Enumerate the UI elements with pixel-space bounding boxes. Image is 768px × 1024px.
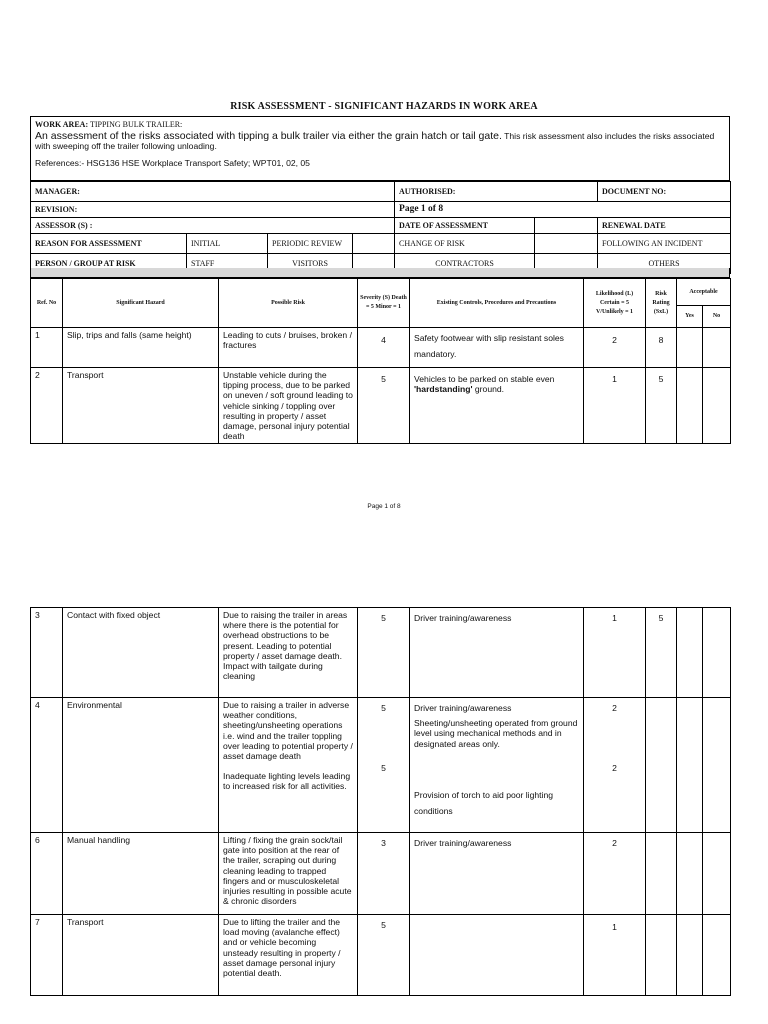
row-rating: 5 (646, 608, 677, 698)
row-risk (219, 698, 358, 833)
col-controls: Existing Controls, Procedures and Precautions (410, 279, 584, 328)
row-controls: Safety footwear with slip resistant soles mandatory. (410, 328, 584, 368)
row-likelihood: 1 (584, 608, 646, 698)
assessment-rest: This risk assessment also includes the risks associated with sweeping off the trailer following unloading. (35, 130, 715, 151)
row-severity: 5 (358, 608, 410, 698)
row-hazard: Transport (63, 368, 219, 444)
page-footer: Page 1 of 8 (367, 503, 401, 510)
col-severity: Severity (S) Death = 5 Minor = 1 (358, 279, 410, 328)
row-yes (677, 328, 703, 368)
document-title: RISK ASSESSMENT - SIGNIFICANT HAZARDS IN WORK AREA (230, 101, 538, 112)
date-of-assessment-label: DATE OF ASSESSMENT (395, 218, 535, 234)
row-rating (646, 698, 677, 833)
row-no (703, 915, 731, 996)
row-controls-a: Driver training/awareness (414, 703, 512, 713)
table-row (31, 368, 731, 444)
table-row (31, 698, 731, 833)
row-hazard: Contact with fixed object (63, 608, 219, 698)
row-no (703, 328, 731, 368)
col-yes: Yes (677, 306, 703, 328)
assessment-lead: An assessment of the risks associated with tipping a bulk trailer via either the grain hatch or tail gate. (35, 129, 502, 142)
work-area-label: WORK AREA: (35, 120, 89, 129)
table-row (31, 915, 731, 996)
table-row (31, 833, 731, 915)
row-yes (677, 698, 703, 833)
person-group-label: PERSON / GROUP AT RISK (31, 254, 187, 274)
row-hazard: Environmental (63, 698, 219, 833)
group-others: OTHERS (598, 254, 731, 274)
row-yes (677, 368, 703, 444)
row-likelihood: 2 (584, 833, 646, 915)
row-rating (646, 833, 677, 915)
risk-table-page-1 (30, 278, 731, 444)
row-severity-b: 5 (381, 763, 386, 774)
row-no (703, 698, 731, 833)
row-rating (646, 915, 677, 996)
row-risk-b: Inadequate lighting levels leading to increased risk for all activities. (223, 771, 351, 792)
manager-label: MANAGER: (31, 182, 395, 202)
row-likelihood-a: 2 (612, 703, 617, 713)
row-hazard: Slip, trips and falls (same height) (63, 328, 219, 368)
row-risk: Due to raising the trailer in areas where there is the potential for overhead obstructions to be present. Leading to potential property / asset damage death. Impact with tailgate during cleaning (219, 608, 358, 698)
row-severity-a: 5 (381, 703, 386, 713)
row-risk-a: Due to raising a trailer in adverse weather conditions, sheeting/unsheeting operations i.e. wind and the trailer toppling over leading to potential property / asset damage death (223, 700, 353, 762)
renewal-date-label: RENEWAL DATE (598, 218, 731, 234)
assessment-description (35, 131, 725, 152)
row-hazard: Manual handling (63, 833, 219, 915)
reason-following-incident: FOLLOWING AN INCIDENT (598, 234, 731, 254)
col-rating: Risk Rating (SxL) (646, 279, 677, 328)
assessor-label: ASSESSOR (S) : (31, 218, 395, 234)
reason-periodic-review: PERIODIC REVIEW (268, 234, 353, 254)
group-staff: STAFF (187, 254, 268, 274)
row-no (703, 368, 731, 444)
row-likelihood (584, 698, 646, 833)
references: References:- HSG136 HSE Workplace Transport Safety; WPT01, 02, 05 (35, 157, 310, 168)
row-ref: 2 (31, 368, 63, 444)
col-risk: Possible Risk (219, 279, 358, 328)
col-no: No (703, 306, 731, 328)
work-area-box (30, 116, 730, 181)
row-likelihood: 1 (584, 915, 646, 996)
col-acceptable: Acceptable (677, 279, 731, 306)
row-ref: 7 (31, 915, 63, 996)
revision-label: REVISION: (31, 202, 395, 218)
risk-table-page-2 (30, 607, 731, 996)
col-hazard: Significant Hazard (63, 279, 219, 328)
row-risk: Leading to cuts / bruises, broken / fractures (219, 328, 358, 368)
row-controls: Driver training/awareness (410, 833, 584, 915)
row-likelihood-b: 2 (612, 763, 617, 774)
row-rating: 8 (646, 328, 677, 368)
row-rating: 5 (646, 368, 677, 444)
group-contractors: CONTRACTORS (395, 254, 535, 274)
reason-change-box (535, 234, 598, 254)
col-likelihood: Likelihood (L) Certain = 5 V/Unlikely = 1 (584, 279, 646, 328)
table-row (31, 608, 731, 698)
controls-text-pre: Vehicles to be parked on stable even (414, 374, 555, 384)
row-ref: 1 (31, 328, 63, 368)
controls-text-bold: 'hardstanding' (414, 384, 473, 395)
row-controls-c: Provision of torch to aid poor lighting conditions (414, 789, 554, 816)
row-severity: 5 (358, 368, 410, 444)
row-severity: 3 (358, 833, 410, 915)
row-risk: Due to lifting the trailer and the load moving (avalanche effect) and or vehicle becoming unsteady resulting in property / asset damage personal injury potential death. (219, 915, 358, 996)
info-table (30, 181, 731, 274)
row-severity: 5 (358, 915, 410, 996)
row-likelihood: 2 (584, 328, 646, 368)
reason-initial: INITIAL (187, 234, 268, 254)
section-divider (30, 268, 730, 278)
row-controls (410, 368, 584, 444)
group-visitors: VISITORS (268, 254, 353, 274)
row-no (703, 833, 731, 915)
row-severity: 4 (358, 328, 410, 368)
row-no (703, 608, 731, 698)
work-area-value: TIPPING BULK TRAILER: (89, 120, 183, 129)
reason-periodic-box (353, 234, 395, 254)
controls-text-post: ground. (472, 384, 505, 395)
row-yes (677, 608, 703, 698)
row-yes (677, 915, 703, 996)
row-controls (410, 698, 584, 833)
reason-change-of-risk: CHANGE OF RISK (395, 234, 535, 254)
authorised-label: AUTHORISED: (395, 182, 598, 202)
row-risk: Unstable vehicle during the tipping process, due to be parked on uneven / soft ground leading to vehicle sinking / toppling over resulting in property / asset damage, personal injury potential death (219, 368, 358, 444)
row-severity (358, 698, 410, 833)
page-indicator: Page 1 of 8 (395, 202, 731, 218)
document-no-label: DOCUMENT NO: (598, 182, 731, 202)
row-yes (677, 833, 703, 915)
row-hazard: Transport (63, 915, 219, 996)
row-ref: 6 (31, 833, 63, 915)
row-controls-b: Sheeting/unsheeting operated from ground level using mechanical methods and in designated areas only. (414, 718, 578, 749)
row-controls (410, 915, 584, 996)
date-of-assessment-value (535, 218, 598, 234)
row-ref: 3 (31, 608, 63, 698)
row-ref: 4 (31, 698, 63, 833)
reason-label: REASON FOR ASSESSMENT (31, 234, 187, 254)
row-likelihood: 1 (584, 368, 646, 444)
row-controls: Driver training/awareness (410, 608, 584, 698)
table-row (31, 328, 731, 368)
row-risk: Lifting / fixing the grain sock/tail gate into position at the rear of the trailer, scraping out during cleaning leading to trapped fingers and or musculoskeletal injuries resulting in possible acute & chronic disorders (219, 833, 358, 915)
col-ref: Ref. No (31, 279, 63, 328)
